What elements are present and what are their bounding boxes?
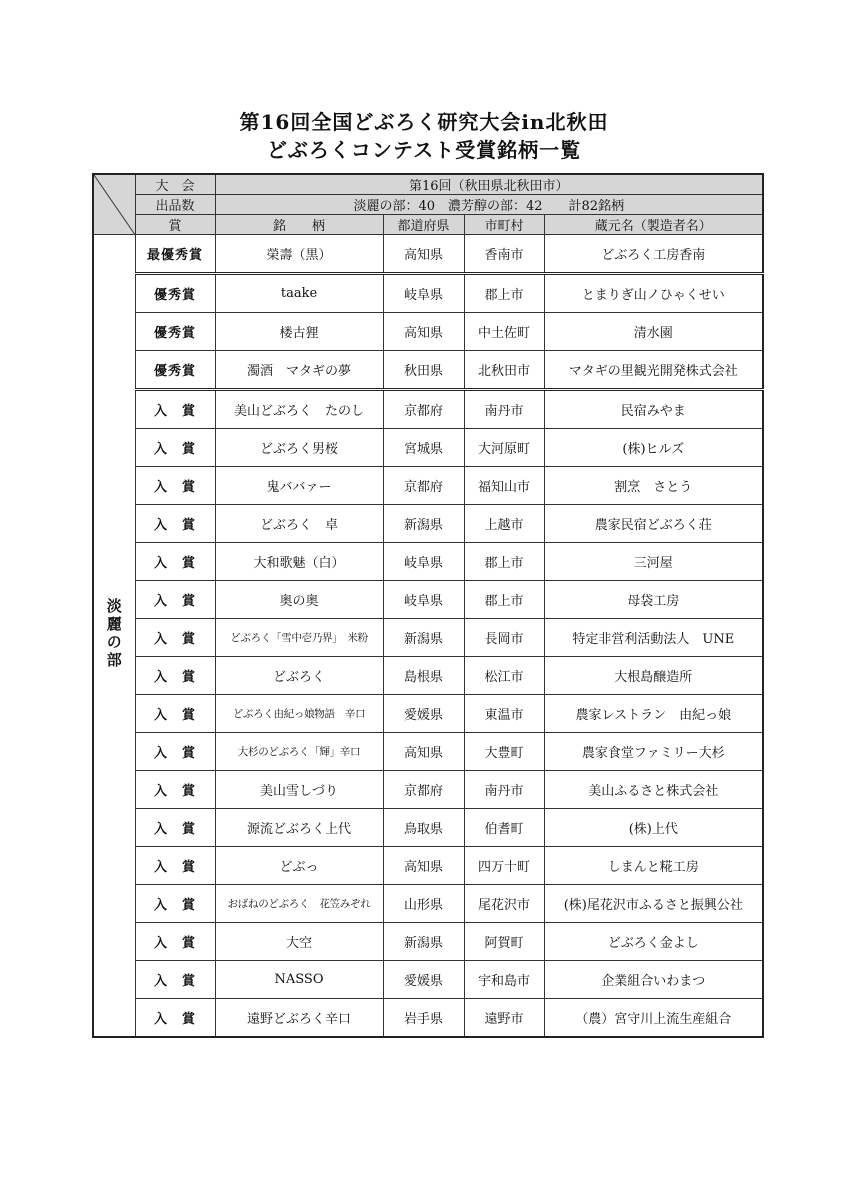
brand-cell: 美山雪しづり (215, 771, 383, 809)
brand-cell: 遠野どぶろく辛口 (215, 999, 383, 1038)
city-cell: 南丹市 (464, 771, 544, 809)
city-cell: 上越市 (464, 505, 544, 543)
brand-cell: どぶろく由紀っ娘物語 辛口 (215, 695, 383, 733)
table-row (93, 657, 763, 695)
brewer-cell: (株)上代 (544, 809, 763, 847)
brewer-cell: 農家レストラン 由紀っ娘 (544, 695, 763, 733)
award-cell: 入 賞 (135, 695, 215, 733)
brand-cell: 大杉のどぶろく「輝」辛口 (215, 733, 383, 771)
table-row (93, 809, 763, 847)
brewer-cell: (株)ヒルズ (544, 429, 763, 467)
prefecture-cell: 京都府 (383, 467, 464, 505)
prefecture-cell: 島根県 (383, 657, 464, 695)
brand-cell: 源流どぶろく上代 (215, 809, 383, 847)
col-header-city: 市町村 (464, 215, 544, 235)
city-cell: 遠野市 (464, 999, 544, 1038)
prefecture-cell: 京都府 (383, 771, 464, 809)
brand-cell: 奥の奥 (215, 581, 383, 619)
award-cell: 入 賞 (135, 885, 215, 923)
city-cell: 郡上市 (464, 543, 544, 581)
award-cell: 入 賞 (135, 619, 215, 657)
col-header-brand: 銘 柄 (215, 215, 383, 235)
award-cell: 最優秀賞 (135, 235, 215, 274)
prefecture-cell: 高知県 (383, 313, 464, 351)
city-cell: 郡上市 (464, 274, 544, 313)
prefecture-cell: 岩手県 (383, 999, 464, 1038)
brand-cell: 楼古狸 (215, 313, 383, 351)
table-row (93, 351, 763, 390)
city-cell: 香南市 (464, 235, 544, 274)
table-row (93, 429, 763, 467)
award-cell: 入 賞 (135, 505, 215, 543)
city-cell: 東温市 (464, 695, 544, 733)
table-row (93, 695, 763, 733)
brand-cell: 榮壽（黒） (215, 235, 383, 274)
city-cell: 松江市 (464, 657, 544, 695)
brand-cell: おばねのどぶろく 花笠みぞれ (215, 885, 383, 923)
prefecture-cell: 新潟県 (383, 923, 464, 961)
brewer-cell: マタギの里観光開発株式会社 (544, 351, 763, 390)
award-cell: 入 賞 (135, 733, 215, 771)
section-label: 淡麗の部 (104, 597, 123, 670)
prefecture-cell: 高知県 (383, 847, 464, 885)
table-row (93, 313, 763, 351)
brewer-cell: 清水園 (544, 313, 763, 351)
brand-cell: どぶろく (215, 657, 383, 695)
brand-cell: 鬼ババァー (215, 467, 383, 505)
city-cell: 阿賀町 (464, 923, 544, 961)
prefecture-cell: 山形県 (383, 885, 464, 923)
city-cell: 南丹市 (464, 390, 544, 429)
prefecture-cell: 秋田県 (383, 351, 464, 390)
brewer-cell: しまんと糀工房 (544, 847, 763, 885)
prefecture-cell: 高知県 (383, 235, 464, 274)
prefecture-cell: 新潟県 (383, 505, 464, 543)
city-cell: 大河原町 (464, 429, 544, 467)
header-corner (93, 174, 135, 235)
table-row (93, 923, 763, 961)
brewer-cell: どぶろく金よし (544, 923, 763, 961)
table-row (93, 733, 763, 771)
entries-value: 淡麗の部：40 濃芳醇の部：42 計82銘柄 (215, 195, 763, 215)
taikai-label: 大 会 (135, 174, 215, 195)
table-row (93, 543, 763, 581)
award-cell: 優秀賞 (135, 313, 215, 351)
brand-cell: どぶっ (215, 847, 383, 885)
award-cell: 入 賞 (135, 771, 215, 809)
col-header-award: 賞 (135, 215, 215, 235)
award-cell: 入 賞 (135, 429, 215, 467)
award-table (92, 173, 764, 1038)
prefecture-cell: 岐阜県 (383, 543, 464, 581)
prefecture-cell: 岐阜県 (383, 581, 464, 619)
award-cell: 入 賞 (135, 809, 215, 847)
col-header-brewer: 蔵元名（製造者名） (544, 215, 763, 235)
brand-cell: どぶろく 卓 (215, 505, 383, 543)
brand-cell: 濁酒 マタギの夢 (215, 351, 383, 390)
city-cell: 長岡市 (464, 619, 544, 657)
prefecture-cell: 高知県 (383, 733, 464, 771)
brewer-cell: 特定非営利活動法人 UNE (544, 619, 763, 657)
city-cell: 伯耆町 (464, 809, 544, 847)
prefecture-cell: 鳥取県 (383, 809, 464, 847)
table-row (93, 390, 763, 429)
entries-label: 出品数 (135, 195, 215, 215)
diagonal-line (94, 175, 135, 234)
table-row (93, 999, 763, 1038)
table-row (93, 505, 763, 543)
brand-cell: どぶろく男桜 (215, 429, 383, 467)
brewer-cell: 大根島醸造所 (544, 657, 763, 695)
brewer-cell: (株)尾花沢市ふるさと振興公社 (544, 885, 763, 923)
prefecture-cell: 愛媛県 (383, 695, 464, 733)
table-row (93, 771, 763, 809)
award-cell: 入 賞 (135, 847, 215, 885)
brewer-cell: 美山ふるさと株式会社 (544, 771, 763, 809)
brand-cell: taake (215, 274, 383, 313)
page-title: 第16回全国どぶろく研究大会in北秋田 (239, 110, 609, 134)
taikai-value: 第16回（秋田県北秋田市） (215, 174, 763, 195)
city-cell: 郡上市 (464, 581, 544, 619)
brewer-cell: 母袋工房 (544, 581, 763, 619)
brewer-cell: 割烹 さとう (544, 467, 763, 505)
table-row (93, 274, 763, 313)
city-cell: 中土佐町 (464, 313, 544, 351)
city-cell: 大豊町 (464, 733, 544, 771)
city-cell: 福知山市 (464, 467, 544, 505)
brewer-cell: 農家食堂ファミリー大杉 (544, 733, 763, 771)
award-cell: 優秀賞 (135, 351, 215, 390)
brewer-cell: 農家民宿どぶろく荘 (544, 505, 763, 543)
brewer-cell: （農）宮守川上流生産組合 (544, 999, 763, 1038)
prefecture-cell: 宮城県 (383, 429, 464, 467)
award-cell: 入 賞 (135, 999, 215, 1038)
page-subtitle: どぶろくコンテスト受賞銘柄一覧 (266, 138, 582, 162)
table-row (93, 235, 763, 274)
table-row (93, 885, 763, 923)
brand-cell: 大和歌魅（白） (215, 543, 383, 581)
prefecture-cell: 新潟県 (383, 619, 464, 657)
city-cell: 四万十町 (464, 847, 544, 885)
city-cell: 宇和島市 (464, 961, 544, 999)
award-cell: 入 賞 (135, 961, 215, 999)
award-cell: 入 賞 (135, 467, 215, 505)
brand-cell: 美山どぶろく たのし (215, 390, 383, 429)
award-cell: 入 賞 (135, 923, 215, 961)
brewer-cell: とまりぎ山ノひゃくせい (544, 274, 763, 313)
brand-cell: どぶろく「雪中壱乃界」 米粉 (215, 619, 383, 657)
brewer-cell: 三河屋 (544, 543, 763, 581)
brewer-cell: 企業組合いわまつ (544, 961, 763, 999)
brand-cell: NASSO (215, 961, 383, 999)
col-header-pref: 都道府県 (383, 215, 464, 235)
prefecture-cell: 京都府 (383, 390, 464, 429)
award-cell: 入 賞 (135, 543, 215, 581)
table-row (93, 847, 763, 885)
brand-cell: 大空 (215, 923, 383, 961)
city-cell: 北秋田市 (464, 351, 544, 390)
award-cell: 入 賞 (135, 581, 215, 619)
section-cell (93, 235, 135, 1038)
prefecture-cell: 愛媛県 (383, 961, 464, 999)
table-row (93, 619, 763, 657)
award-cell: 入 賞 (135, 390, 215, 429)
prefecture-cell: 岐阜県 (383, 274, 464, 313)
award-cell: 入 賞 (135, 657, 215, 695)
table-row (93, 467, 763, 505)
brewer-cell: どぶろく工房香南 (544, 235, 763, 274)
table-row (93, 581, 763, 619)
brewer-cell: 民宿みやま (544, 390, 763, 429)
city-cell: 尾花沢市 (464, 885, 544, 923)
award-cell: 優秀賞 (135, 274, 215, 313)
table-row (93, 961, 763, 999)
